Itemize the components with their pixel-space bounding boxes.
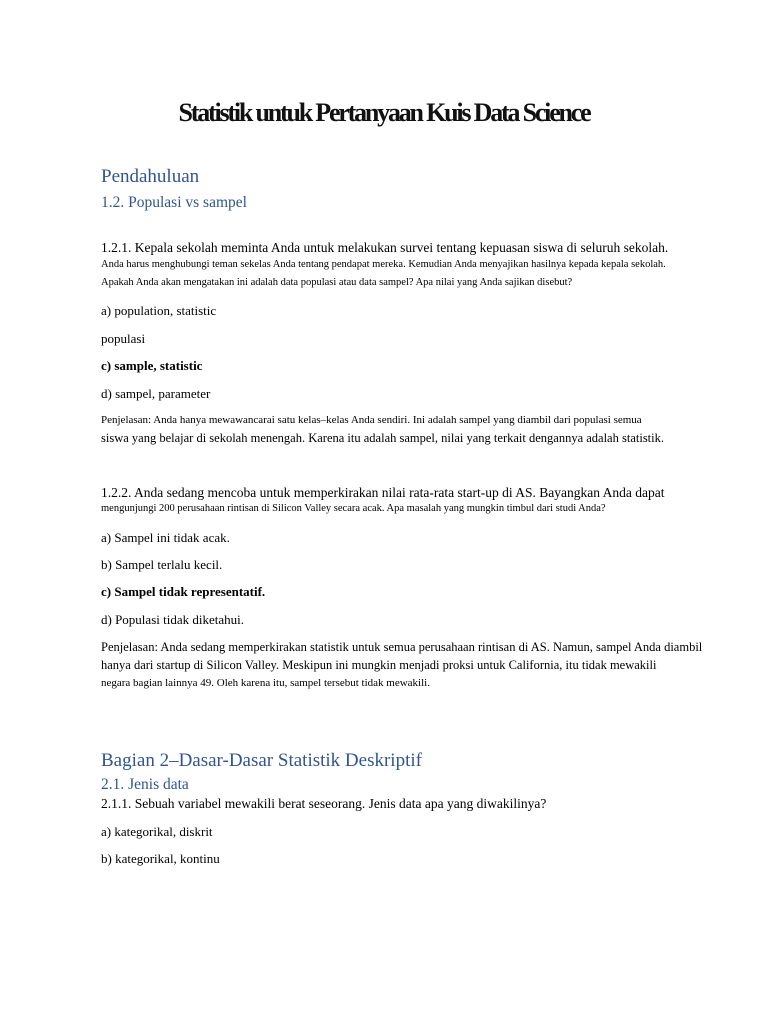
option-d: d) Populasi tidak diketahui. (101, 612, 244, 627)
question-1-2-2-line-1: 1.2.2. Anda sedang mencoba untuk memperkirakan nilai rata-rata start-up di AS. Bayangkan Anda dapat (101, 485, 665, 500)
explanation-1-2-2-line-1: Penjelasan: Anda sedang memperkirakan statistik untuk semua perusahaan rintisan di AS. Namun, sampel Anda diambil (101, 640, 703, 654)
question-1-2-1-line-1: 1.2.1. Kepala sekolah meminta Anda untuk melakukan survei tentang kepuasan siswa di seluruh sekolah. (101, 240, 669, 255)
option-b: b) Sampel terlalu kecil. (101, 557, 223, 572)
explanation-1-2-1-line-1: Penjelasan: Anda hanya mewawancarai satu kelas–kelas Anda sendiri. Ini adalah sampel yang diambil dari populasi semua (101, 414, 642, 426)
question-1-2-1-line-3: Apakah Anda akan mengatakan ini adalah data populasi atau data sampel? Apa nilai yang Anda sajikan disebut? (101, 277, 573, 288)
section-heading-bagian-2: Bagian 2–Dasar-Dasar Statistik Deskriptif (101, 750, 422, 771)
explanation-1-2-2-line-2: hanya dari startup di Silicon Valley. Meskipun ini mungkin menjadi proksi untuk California, itu tidak mewakili (101, 658, 657, 672)
option-b: b) kategorikal, kontinu (101, 851, 220, 866)
option-c-answer: c) Sampel tidak representatif. (101, 584, 266, 599)
option-a: a) population, statistic (101, 303, 217, 318)
explanation-1-2-1-line-2: siswa yang belajar di sekolah menengah. Karena itu adalah sampel, nilai yang terkait dengannya adalah statistik. (101, 431, 665, 445)
option-a: a) Sampel ini tidak acak. (101, 530, 230, 545)
option-d: d) sampel, parameter (101, 386, 211, 401)
option-a: a) kategorikal, diskrit (101, 824, 213, 839)
section-heading-pendahuluan: Pendahuluan (101, 166, 200, 187)
subsection-heading-populasi: 1.2. Populasi vs sampel (101, 194, 247, 211)
question-1-2-2-line-2: mengunjungi 200 perusahaan rintisan di Silicon Valley secara acak. Apa masalah yang mungkin timbul dari studi Anda? (101, 503, 606, 514)
option-b: populasi (101, 331, 146, 346)
question-1-2-1-line-2: Anda harus menghubungi teman sekelas Anda tentang pendapat mereka. Kemudian Anda menyajikan hasilnya kepada kepala sekolah. (101, 259, 666, 270)
page-title: Statistik untuk Pertanyaan Kuis Data Science (178, 98, 590, 127)
option-c-answer: c) sample, statistic (101, 358, 203, 373)
question-2-1-1: 2.1.1. Sebuah variabel mewakili berat seseorang. Jenis data apa yang diwakilinya? (101, 796, 547, 811)
explanation-1-2-2-line-3: negara bagian lainnya 49. Oleh karena itu, sampel tersebut tidak mewakili. (101, 677, 430, 689)
subsection-heading-jenis-data: 2.1. Jenis data (101, 776, 189, 793)
